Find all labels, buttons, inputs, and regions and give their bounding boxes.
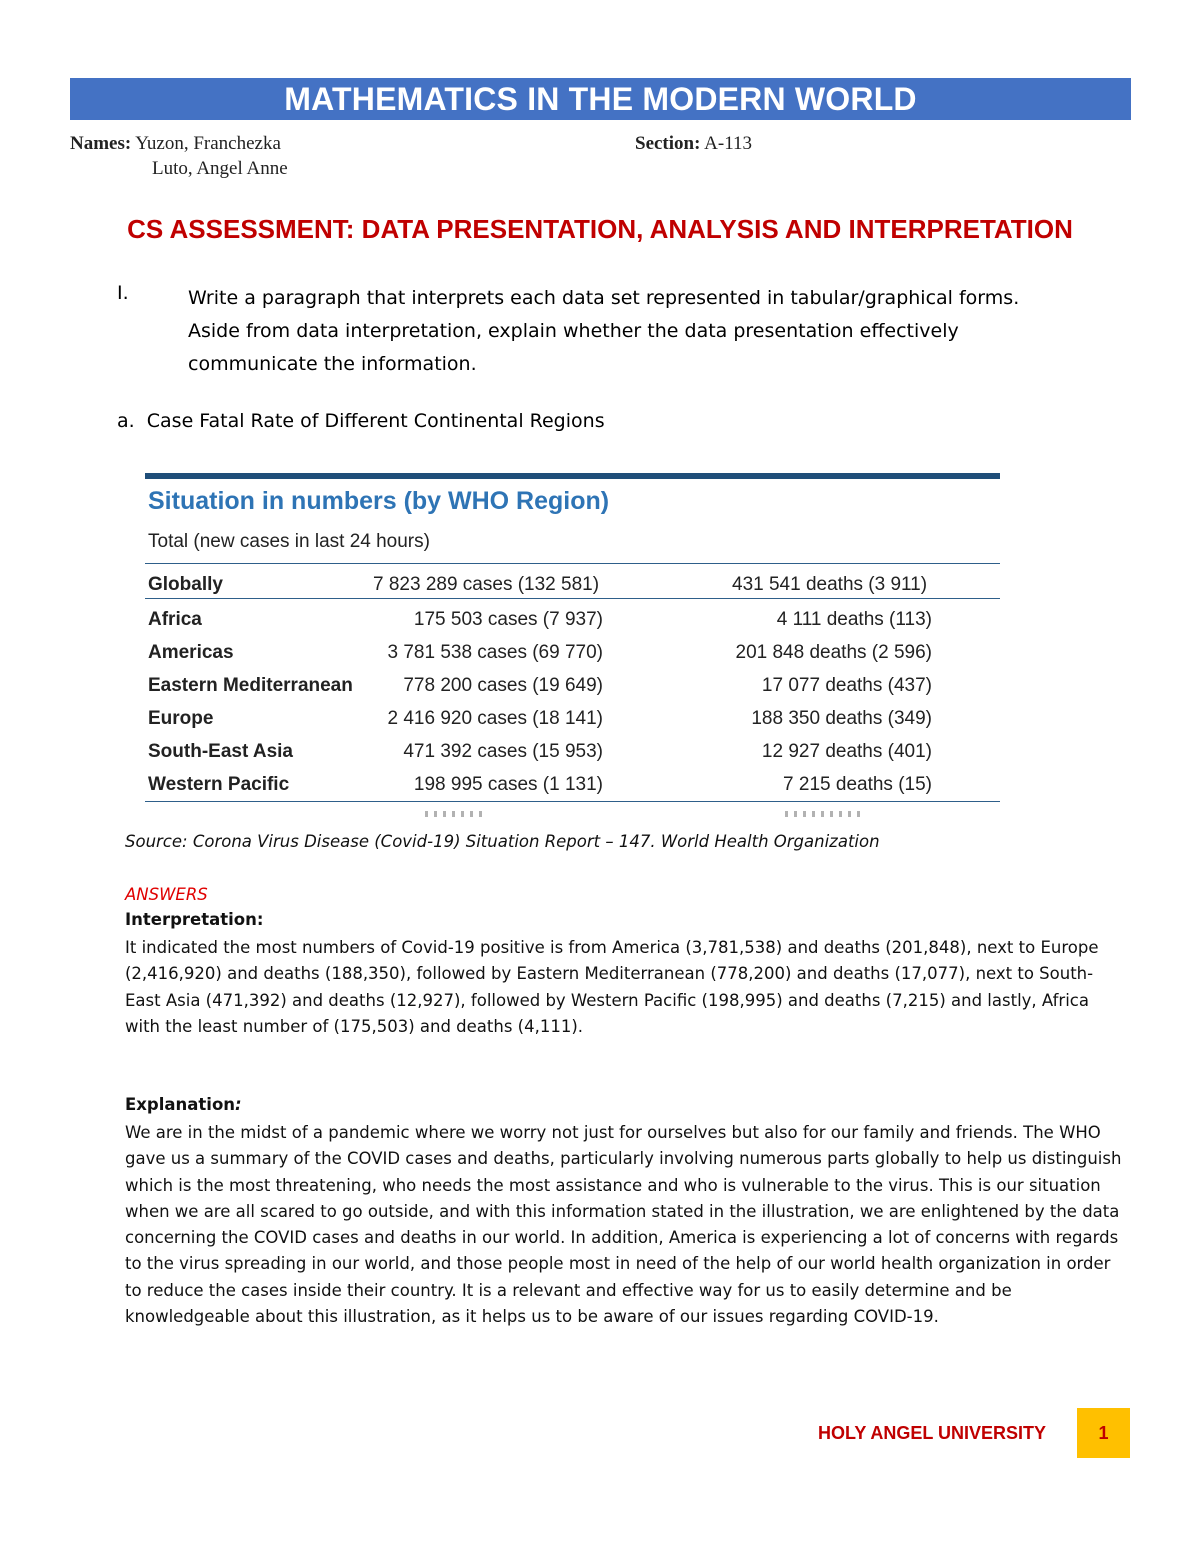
region-cases: 3 781 538 cases (69 770) — [387, 642, 603, 663]
region-cases: 2 416 920 cases (18 141) — [387, 708, 603, 729]
region-deaths: 201 848 deaths (2 596) — [735, 642, 932, 663]
region-name: Globally — [148, 574, 223, 595]
who-situation-table — [145, 473, 1000, 823]
interpretation-label: Interpretation: — [125, 910, 264, 929]
question-text: Write a paragraph that interprets each data set represented in tabular/graphical forms. Aside from data interpretation, explain whether the data presentation effectively communicate the information. — [188, 287, 1020, 375]
footer-university: HOLY ANGEL UNIVERSITY — [818, 1423, 1047, 1443]
region-name: South-East Asia — [148, 741, 293, 762]
region-cases: 175 503 cases (7 937) — [413, 609, 603, 630]
table-title: Situation in numbers (by WHO Region) — [148, 487, 610, 515]
source-citation: Source: Corona Virus Disease (Covid-19) Situation Report – 147. World Health Organization — [125, 832, 880, 851]
region-name: Americas — [148, 642, 234, 663]
region-deaths: 188 350 deaths (349) — [751, 708, 932, 729]
explanation-label: Explanation — [125, 1095, 236, 1114]
region-cases: 471 392 cases (15 953) — [403, 741, 603, 762]
region-deaths: 12 927 deaths (401) — [761, 741, 932, 762]
table-rule — [145, 563, 1000, 564]
cropped-text-fragment — [425, 811, 485, 817]
table-rule — [145, 801, 1000, 802]
student-name-2: Luto, Angel Anne — [152, 158, 288, 179]
region-deaths: 7 215 deaths (15) — [783, 774, 932, 795]
region-deaths: 17 077 deaths (437) — [761, 675, 932, 696]
names-line: Names: Yuzon, Franchezka — [70, 133, 281, 154]
table-top-rule — [145, 473, 1000, 479]
region-name: Western Pacific — [148, 774, 290, 795]
region-deaths: 4 111 deaths (113) — [776, 609, 932, 630]
answers-label: ANSWERS — [125, 885, 208, 904]
region-cases: 778 200 cases (19 649) — [403, 675, 603, 696]
table-row — [145, 741, 1000, 771]
explanation-paragraph: We are in the midst of a pandemic where we worry not just for ourselves but also for our family and friends. The WHO gave us a summary of the COVID cases and deaths, particularly involving numerous parts globally to help us distinguish which is the most threatening, who needs the most assistance and who is vulnerable to the virus. This is our situation when we are all scared to go outside, and with this information stated in the illustration, we are enlightened by the data concerning the COVID cases and deaths in our world. In addition, America is experiencing a lot of concerns with regards to the virus spreading in our world, and those people most in need of the help of our world health organization in order to reduce the cases inside their country. It is a relevant and effective way for us to easily determine and be knowledgeable about this illustration, as it helps us to be aware of our issues regarding COVID-19. — [125, 1123, 1122, 1327]
table-subtitle: Total (new cases in last 24 hours) — [148, 531, 430, 552]
region-name: Europe — [148, 708, 214, 729]
region-name: Africa — [148, 609, 202, 630]
table-row — [145, 675, 1000, 705]
table-row — [145, 642, 1000, 672]
section-value: A-113 — [704, 133, 752, 154]
page-number: 1 — [1077, 1408, 1130, 1458]
table-row — [145, 708, 1000, 738]
table-rule — [145, 598, 1000, 599]
course-title-banner: MATHEMATICS IN THE MODERN WORLD — [70, 78, 1131, 120]
question-number: I. — [117, 282, 129, 304]
region-deaths: 431 541 deaths (3 911) — [732, 574, 928, 595]
student-name-1: Yuzon, Franchezka — [135, 133, 281, 154]
cropped-text-fragment — [785, 811, 865, 817]
subitem-heading: a. Case Fatal Rate of Different Continental Regions — [117, 410, 605, 432]
section-label: Section — [635, 133, 695, 154]
assessment-title: CS ASSESSMENT: DATA PRESENTATION, ANALYSIS AND INTERPRETATION — [127, 214, 1073, 244]
section-line: Section: A-113 — [635, 133, 752, 154]
region-cases: 7 823 289 cases (132 581) — [373, 574, 600, 595]
names-label: Names — [70, 133, 125, 154]
table-row — [145, 774, 1000, 804]
region-cases: 198 995 cases (1 131) — [413, 774, 603, 795]
explanation-label-line — [125, 1095, 242, 1114]
region-name: Eastern Mediterranean — [148, 675, 353, 696]
explanation-colon: : — [235, 1095, 242, 1114]
table-row-global — [145, 574, 1000, 604]
table-row — [145, 609, 1000, 639]
interpretation-paragraph: It indicated the most numbers of Covid-19 positive is from America (3,781,538) and deaths (201,848), next to Europe (2,416,920) and deaths (188,350), followed by Eastern Mediterranean (778,200) and deaths (17,077), next to South-East Asia (471,392) and deaths (12,927), followed by Western Pacific (198,995) and deaths (7,215) and lastly, Africa with the least number of (175,503) and deaths (4,111). — [125, 938, 1099, 1036]
